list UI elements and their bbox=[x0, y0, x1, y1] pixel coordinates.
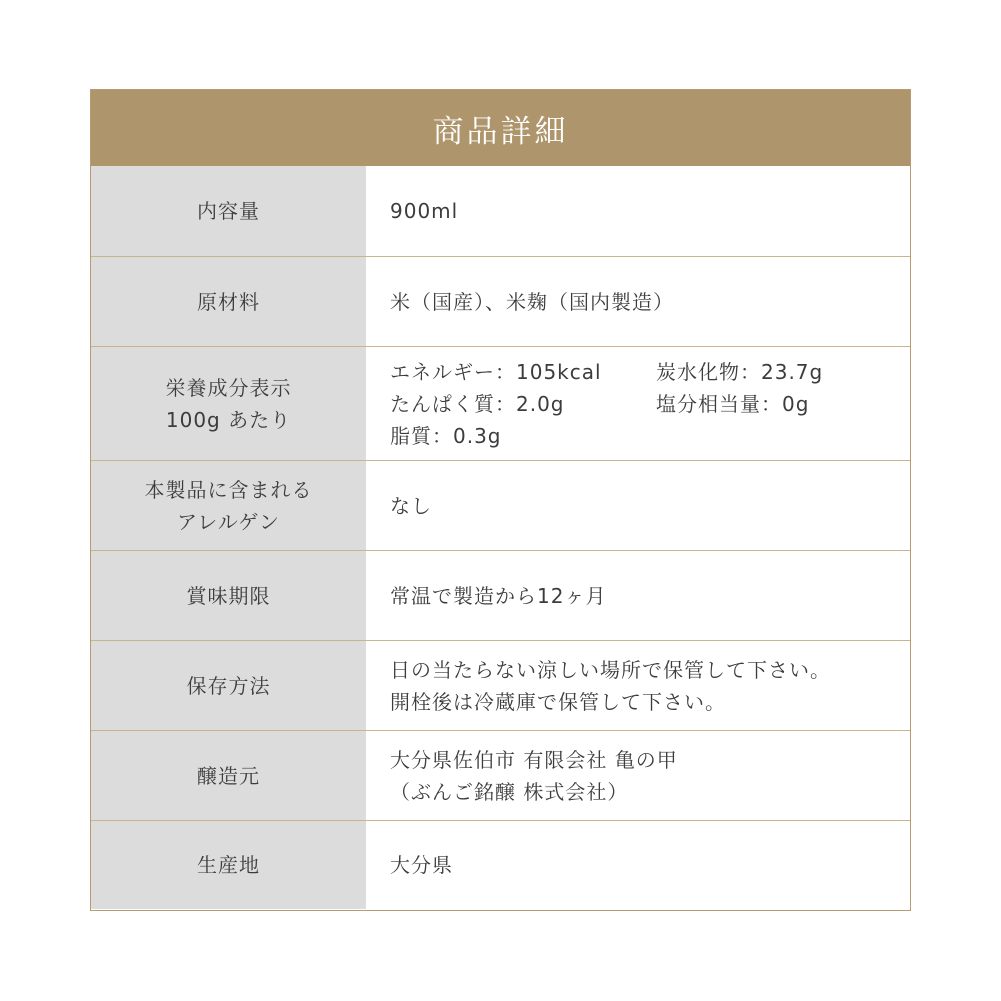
nutrition-item-carbohydrate: 炭水化物：23.7g bbox=[656, 359, 824, 384]
row-value bbox=[366, 641, 910, 730]
row-value-line: （ぶんご銘醸 株式会社） bbox=[390, 779, 629, 804]
table-title: 商品詳細 bbox=[91, 90, 910, 166]
row-value-line: 日の当たらない涼しい場所で保管して下さい。 bbox=[390, 657, 831, 682]
row-label: 原材料 bbox=[91, 257, 366, 346]
row-value-line: 大分県佐伯市 有限会社 亀の甲 bbox=[390, 747, 678, 772]
row-label: 醸造元 bbox=[91, 731, 366, 820]
table-row-nutrition bbox=[91, 346, 910, 460]
row-value: なし bbox=[390, 493, 432, 518]
table-row-volume bbox=[91, 166, 910, 256]
nutrition-grid bbox=[390, 356, 910, 452]
row-label-line: 100g あたり bbox=[165, 407, 292, 432]
row-value: 米（国産）、米麹（国内製造） bbox=[390, 289, 674, 314]
nutrition-item-protein: たんぱく質：2.0g bbox=[390, 391, 565, 416]
row-label: 賞味期限 bbox=[91, 551, 366, 640]
table-row-ingredients bbox=[91, 256, 910, 346]
row-value bbox=[366, 347, 910, 460]
row-value-line: 開栓後は冷蔵庫で保管して下さい。 bbox=[390, 689, 726, 714]
row-label bbox=[91, 347, 366, 460]
row-value: 常温で製造から12ヶ月 bbox=[390, 583, 607, 608]
table-row-origin bbox=[91, 820, 910, 909]
row-label-line: アレルゲン bbox=[177, 509, 280, 534]
nutrition-item-energy: エネルギー：105kcal bbox=[390, 359, 602, 384]
row-label: 生産地 bbox=[91, 821, 366, 909]
row-value: 900ml bbox=[390, 199, 459, 223]
table-row-allergens bbox=[91, 460, 910, 550]
row-label: 内容量 bbox=[91, 166, 366, 256]
table-row-expiry bbox=[91, 550, 910, 640]
table-row-brewer bbox=[91, 730, 910, 820]
row-label-line: 本製品に含まれる bbox=[144, 477, 313, 502]
row-label bbox=[91, 461, 366, 550]
row-value: 大分県 bbox=[390, 853, 453, 877]
row-value bbox=[366, 731, 910, 820]
row-label: 保存方法 bbox=[91, 641, 366, 730]
row-label-line: 栄養成分表示 bbox=[165, 375, 292, 400]
table-row-storage bbox=[91, 640, 910, 730]
product-details-table bbox=[90, 89, 911, 911]
nutrition-item-fat: 脂質：0.3g bbox=[390, 423, 502, 448]
nutrition-item-salt: 塩分相当量：0g bbox=[656, 391, 810, 416]
